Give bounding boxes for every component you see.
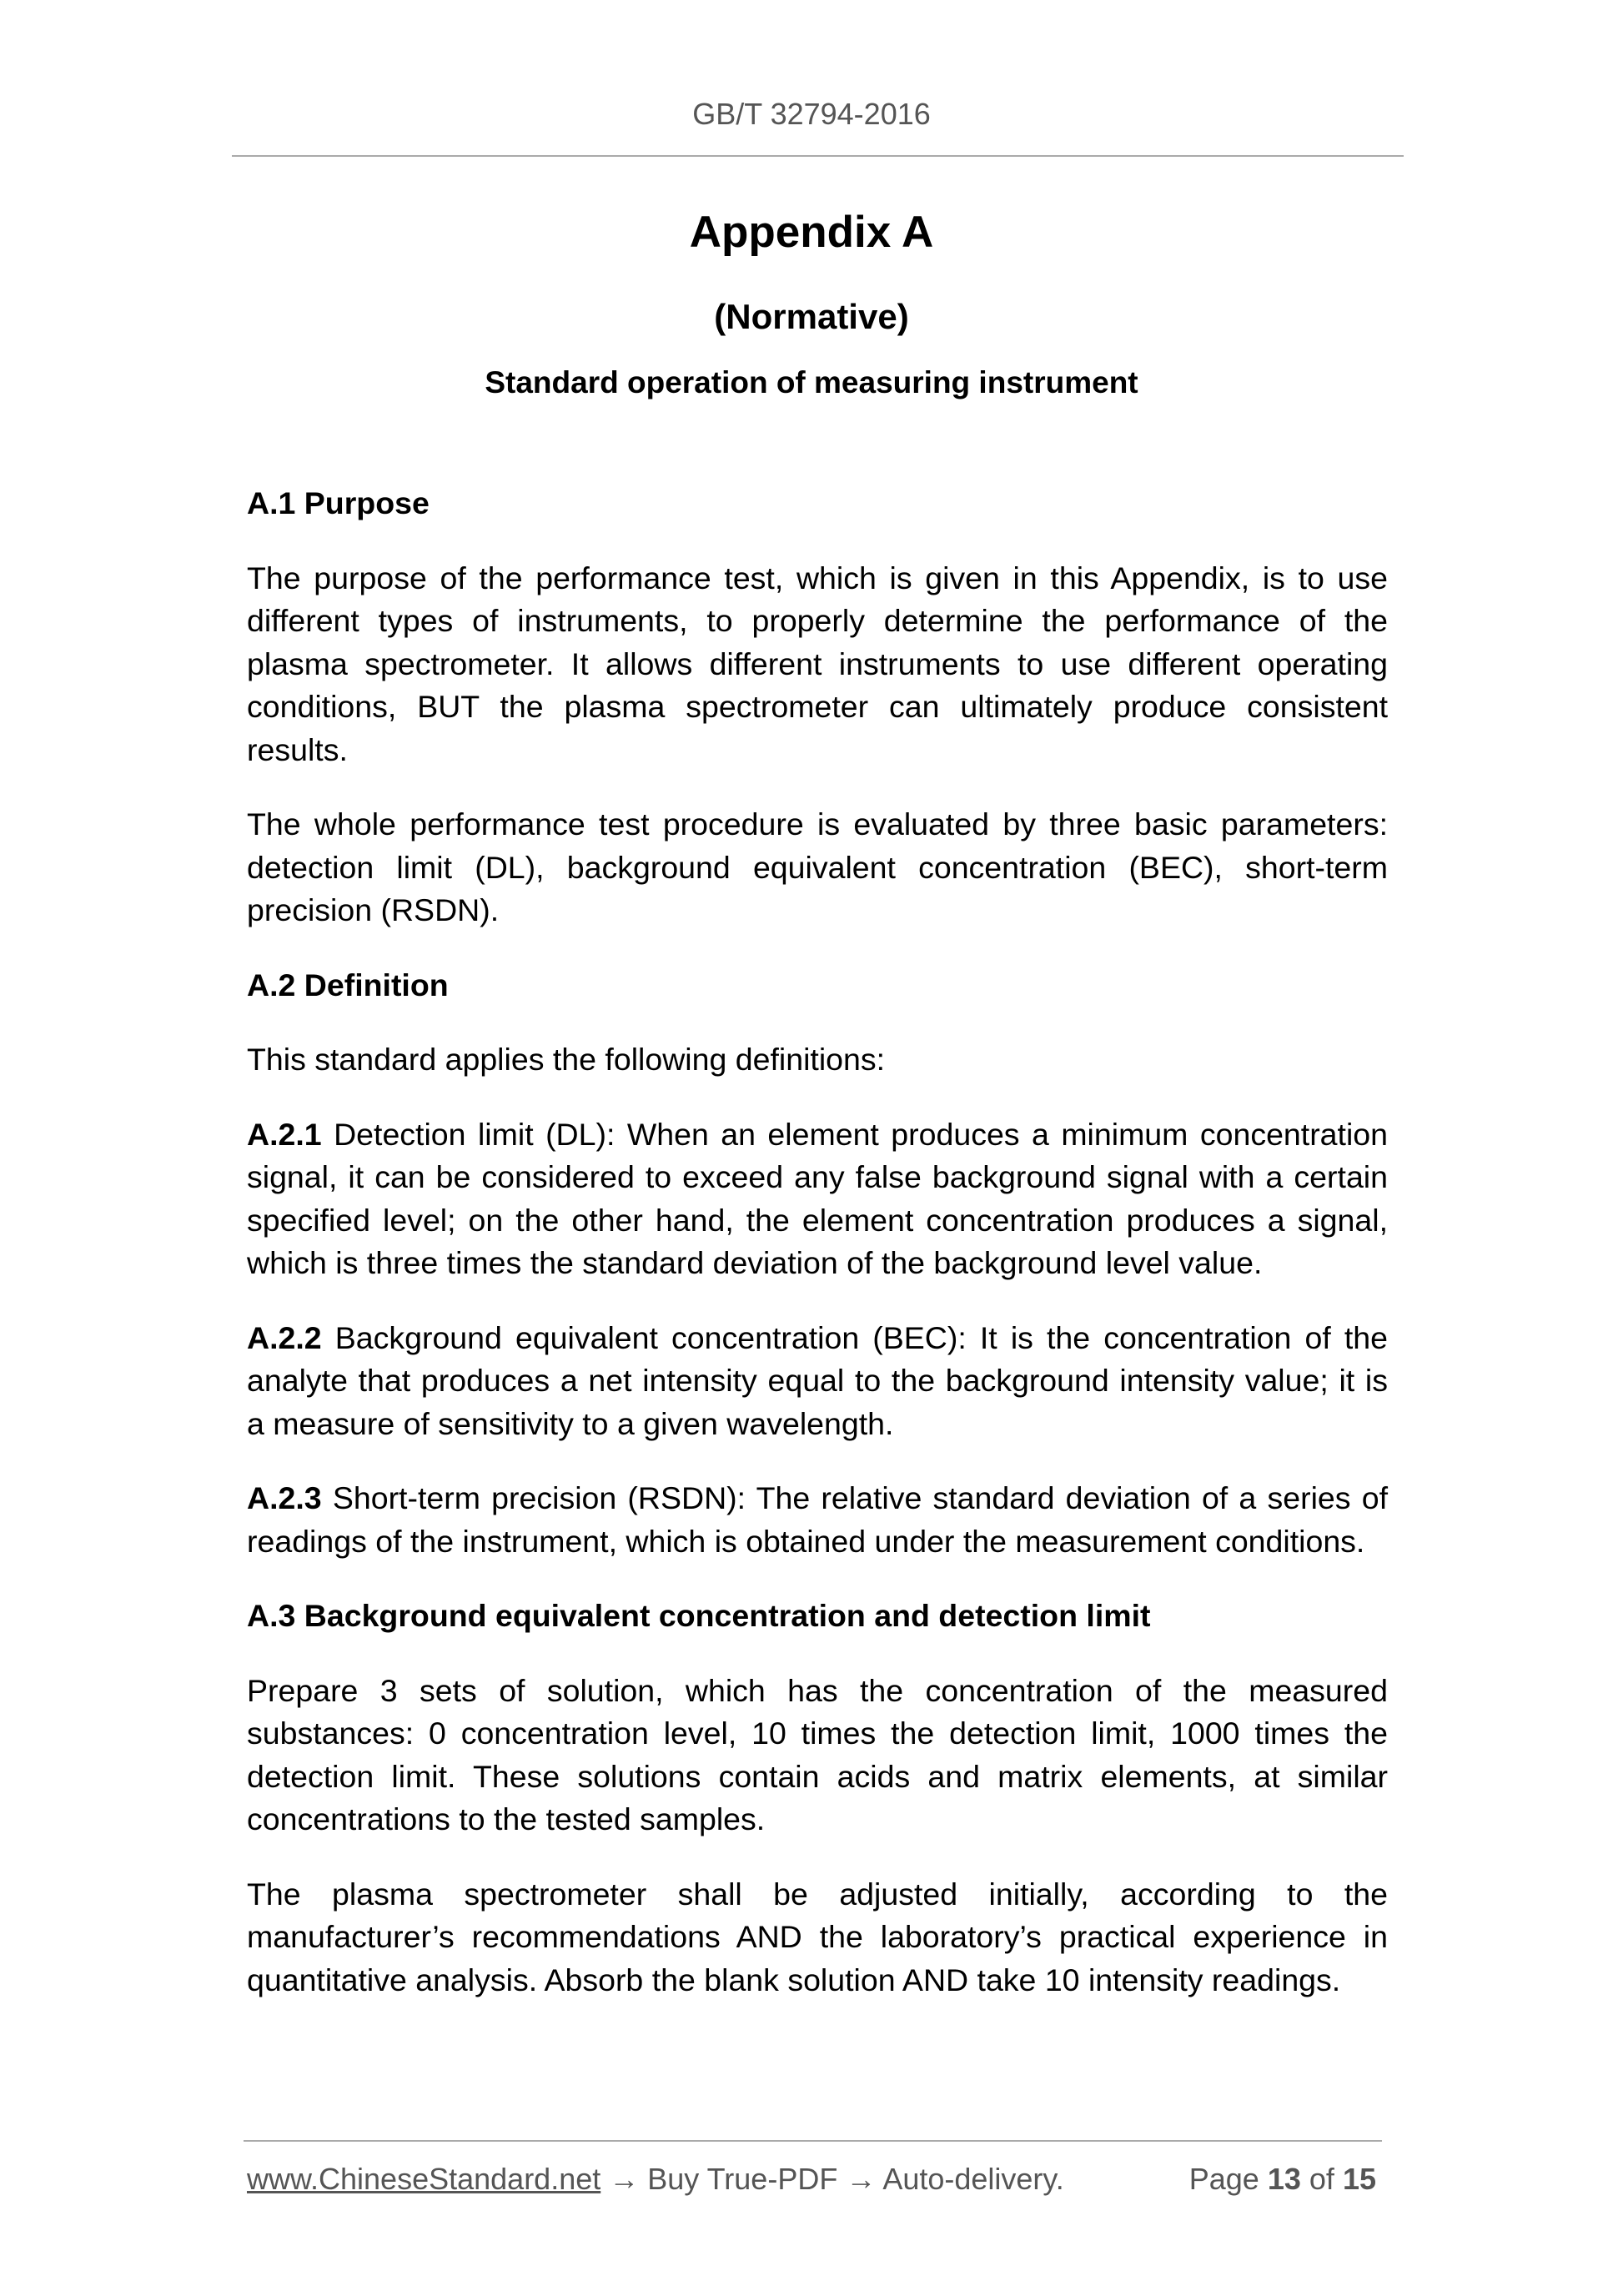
page-label: Page <box>1188 2162 1259 2196</box>
page-number <box>1189 2162 1376 2197</box>
section-a2-title: A.2 Definition <box>247 967 449 1002</box>
footer-left <box>247 2162 1064 2197</box>
paragraph: The plasma spectrometer shall be adjusted initially, according to the manufacturer’s recommendations AND the laboratory’s practical experience in quantitative analysis. Absorb the blank solution AND take 10 intensity readings. <box>247 1876 1388 1997</box>
paragraph: The whole performance test procedure is evaluated by three basic parameters: detection limit (DL), background equivalent concentration (BEC), short-term precision (RSDN). <box>247 806 1388 927</box>
current-page: 13 <box>1267 2162 1301 2196</box>
website-link[interactable]: www.ChineseStandard.net <box>247 2162 601 2196</box>
total-pages: 15 <box>1342 2162 1376 2196</box>
section-a3-title: A.3 Background equivalent concentration and detection limit <box>247 1598 1151 1633</box>
header-divider <box>232 155 1404 157</box>
definition-number: A.2.3 <box>247 1480 322 1515</box>
document-body <box>247 482 1388 2033</box>
appendix-subtitle: (Normative) <box>714 297 909 336</box>
footer-tagline: → Buy True-PDF → Auto-delivery. <box>600 2162 1064 2196</box>
definition-a22 <box>247 1317 1388 1446</box>
definition-a21 <box>247 1113 1388 1285</box>
definition-number: A.2.2 <box>247 1319 322 1355</box>
page-footer <box>247 2162 1376 2197</box>
definition-text: Background equivalent concentration (BEC): It is the concentration of the analyte that produces a net intensity equal to the background intensity value; it is a measure of sensitivity to a given wavelength. <box>247 1319 1388 1441</box>
document-id-header: GB/T 32794-2016 <box>692 97 931 131</box>
footer-divider <box>244 2140 1382 2142</box>
definition-a23 <box>247 1477 1388 1563</box>
paragraph: This standard applies the following definitions: <box>247 1042 886 1077</box>
section-a1-title: A.1 Purpose <box>247 485 430 520</box>
definition-number: A.2.1 <box>247 1116 322 1152</box>
of-label: of <box>1309 2162 1334 2196</box>
appendix-heading: Standard operation of measuring instrument <box>485 365 1138 399</box>
definition-text: Short-term precision (RSDN): The relative standard deviation of a series of readings of the instrument, which is obtained under the measurement conditions. <box>247 1480 1388 1559</box>
paragraph: The purpose of the performance test, which is given in this Appendix, is to use different types of instruments, to properly determine the performance of the plasma spectrometer. It allows different instruments to use different operating conditions, BUT the plasma spectrometer can ultimately produce consistent results. <box>247 560 1388 767</box>
paragraph: Prepare 3 sets of solution, which has the concentration of the measured substances: 0 concentration level, 10 times the detection limit, 1000 times the detection limit. These solutions contain acids and matrix elements, at similar concentrations to the tested samples. <box>247 1672 1388 1836</box>
definition-text: Detection limit (DL): When an element produces a minimum concentration signal, it can be considered to exceed any false background signal with a certain specified level; on the other hand, the element concentration produces a signal, which is three times the standard deviation of the background level value. <box>247 1116 1388 1280</box>
appendix-title: Appendix A <box>689 208 934 257</box>
